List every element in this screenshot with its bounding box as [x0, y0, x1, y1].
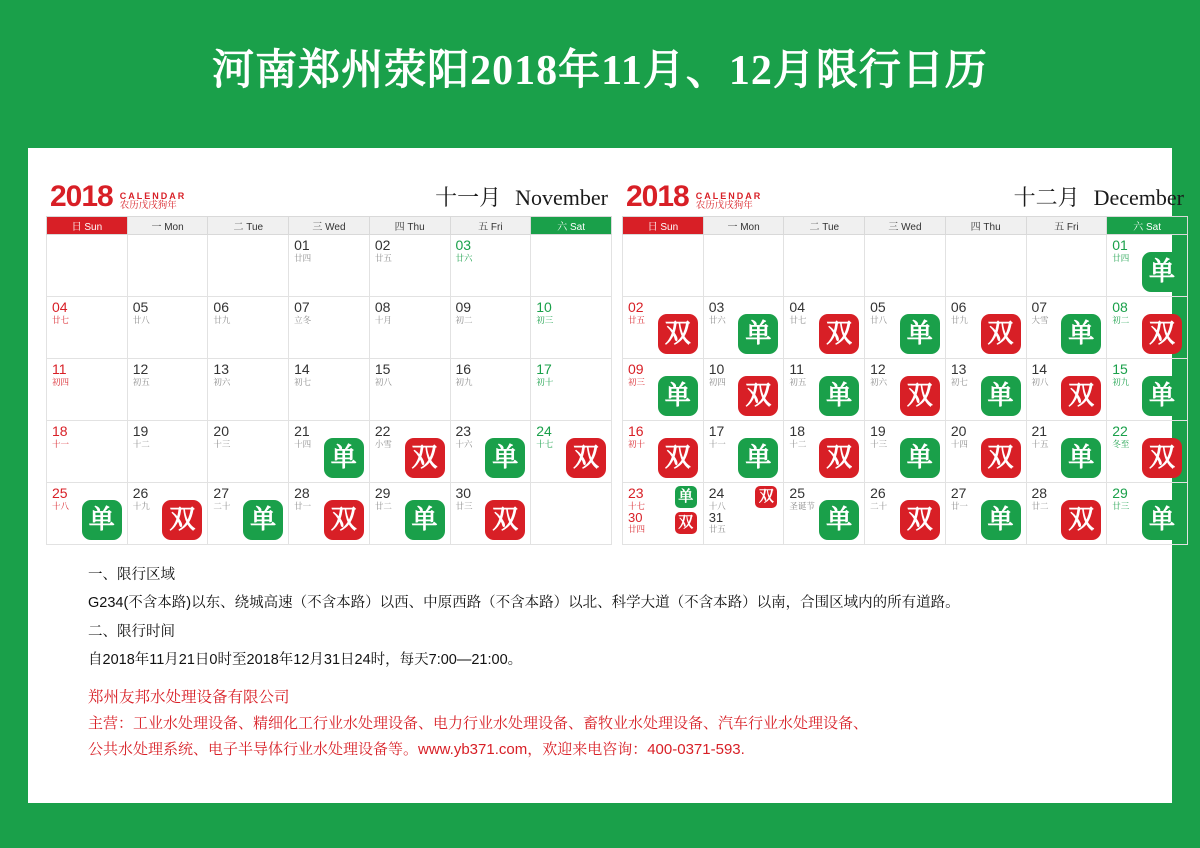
day-number: 10 [708, 361, 725, 377]
lunar-label: 廿四 [294, 252, 312, 263]
day-number: 03 [708, 299, 725, 315]
calendar-day-cell [865, 483, 946, 545]
lunar-label: 十月 [374, 314, 392, 325]
calendar-week-row [47, 235, 612, 297]
brand-label [120, 191, 187, 212]
restriction-badge: 单 [485, 438, 525, 478]
lunar-label: 十三 [213, 438, 231, 449]
calendar-day-cell [369, 359, 450, 421]
calendar-day-cell [865, 297, 946, 359]
calendar-day-cell [945, 483, 1026, 545]
calendar-week-row [623, 483, 1188, 545]
calendar-day-cell [1107, 359, 1188, 421]
restriction-badge: 单 [900, 438, 940, 478]
calendar-week-row [623, 359, 1188, 421]
calendar-grid-december [622, 216, 1188, 545]
calendars-container [28, 148, 1184, 545]
day-number: 10 [536, 299, 552, 315]
day-number: 08 [1112, 299, 1128, 315]
lunar-label: 十三 [870, 438, 888, 449]
lunar-label: 初三 [628, 376, 646, 387]
day-number: 29 [1112, 485, 1128, 501]
restriction-badge: 单 [738, 314, 778, 354]
day-number: 07 [1031, 299, 1048, 315]
restriction-badge: 单 [1061, 438, 1101, 478]
weekday-fri: 五 Fri [1026, 217, 1107, 235]
lunar-label: 廿九 [950, 314, 968, 325]
weekday-sun: 日 Sun [47, 217, 128, 235]
ad-line-2: 公共水处理系统、电子半导体行业水处理设备等。www.yb371.com，欢迎来电咨询：400-0371-593. [88, 741, 745, 759]
lunar-label: 十四 [950, 438, 968, 449]
day-number: 17 [536, 361, 552, 377]
calendar-day-cell [289, 483, 370, 545]
restriction-badge: 双 [405, 438, 445, 478]
lunar-label: 初四 [708, 376, 726, 387]
lunar-label: 初八 [374, 376, 392, 387]
restriction-badge: 单 [658, 376, 698, 416]
calendar-day-cell [623, 421, 704, 483]
lunar-label: 廿七 [52, 314, 70, 325]
year-label: 2018 [626, 180, 689, 213]
calendar-day-entry [628, 511, 699, 536]
lunar-label: 廿五 [628, 314, 646, 325]
calendar-day-cell [1107, 483, 1188, 545]
day-number: 19 [870, 423, 886, 439]
calendar-day-cell [531, 483, 612, 545]
calendar-day-cell [703, 359, 784, 421]
restriction-badge: 单 [1061, 314, 1101, 354]
company-name: 郑州友邦水处理设备有限公司 [88, 689, 290, 707]
day-number: 31 [708, 509, 724, 525]
weekday-mon: 一 Mon [127, 217, 208, 235]
day-number: 08 [374, 299, 391, 315]
day-number: 04 [52, 299, 68, 315]
calendar-day-cell [1026, 421, 1107, 483]
lunar-label: 十一 [52, 438, 70, 449]
calendar-header [622, 174, 1188, 216]
day-number: 18 [789, 423, 805, 439]
calendar-day-cell [127, 297, 208, 359]
lunar-label: 初二 [1112, 314, 1130, 325]
day-number: 12 [132, 361, 149, 377]
weekday-mon: 一 Mon [703, 217, 784, 235]
restriction-badge: 单 [243, 500, 283, 540]
calendar-day-cell [1107, 297, 1188, 359]
day-number: 06 [213, 299, 229, 315]
restriction-badge: 单 [405, 500, 445, 540]
day-number: 09 [455, 299, 472, 315]
day-number: 09 [628, 361, 644, 377]
calendar-body-november [47, 235, 612, 545]
content-panel [28, 148, 1184, 803]
restriction-badge: 双 [1142, 438, 1182, 478]
lunar-label: 十四 [294, 438, 312, 449]
day-number: 01 [294, 237, 310, 253]
lunar-label: 廿四 [628, 524, 646, 535]
day-number: 01 [1112, 237, 1128, 253]
calendar-day-cell [531, 359, 612, 421]
brand-en: CALENDAR [119, 190, 187, 201]
calendar-day-cell [450, 297, 531, 359]
day-number: 24 [536, 423, 552, 439]
calendar-week-row [623, 297, 1188, 359]
calendar-day-cell [208, 297, 289, 359]
restriction-badge: 双 [485, 500, 525, 540]
lunar-label: 二十 [213, 500, 231, 511]
calendar-day-cell [784, 235, 865, 297]
weekday-thu: 四 Thu [369, 217, 450, 235]
ad-line-1: 主营：工业水处理设备、精细化工行业水处理设备、电力行业水处理设备、畜牧业水处理设备、汽车行业水处理设备、 [88, 715, 869, 733]
weekday-wed: 三 Wed [289, 217, 370, 235]
lunar-label: 初七 [950, 376, 968, 387]
lunar-label: 十七 [628, 500, 646, 511]
day-number: 20 [950, 423, 967, 439]
calendar-day-cell [865, 235, 946, 297]
restriction-badge: 双 [819, 314, 859, 354]
day-number: 26 [870, 485, 886, 501]
lunar-label: 初八 [1031, 376, 1049, 387]
calendar-day-cell [1107, 235, 1188, 297]
calendar-grid-november [46, 216, 612, 545]
day-number: 30 [628, 509, 643, 525]
calendar-day-entry [709, 486, 780, 512]
day-number: 16 [455, 361, 472, 377]
calendar-week-row [623, 421, 1188, 483]
restriction-badge: 双 [819, 438, 859, 478]
calendar-day-cell [1026, 297, 1107, 359]
weekday-fri: 五 Fri [450, 217, 531, 235]
day-number: 14 [1031, 361, 1048, 377]
lunar-label: 立冬 [294, 314, 312, 325]
calendar-week-row [47, 421, 612, 483]
calendar-day-cell [531, 297, 612, 359]
lunar-label: 廿三 [455, 500, 473, 511]
lunar-label: 十九 [132, 500, 150, 511]
weekday-sat: 六 Sat [1107, 217, 1188, 235]
year-label: 2018 [50, 180, 113, 213]
month-name-cn: 十一月 [435, 185, 502, 210]
calendar-day-cell [127, 359, 208, 421]
calendar-day-cell [127, 421, 208, 483]
restriction-badge: 双 [566, 438, 606, 478]
calendar-day-cell [450, 235, 531, 297]
month-name [435, 181, 608, 212]
calendar-day-cell [289, 235, 370, 297]
restriction-badge: 单 [675, 486, 697, 508]
lunar-label: 十八 [708, 500, 726, 511]
lunar-label: 廿一 [950, 500, 968, 511]
calendar-day-cell [369, 421, 450, 483]
day-number: 19 [132, 423, 149, 439]
lunar-label: 十二 [132, 438, 150, 449]
day-number: 23 [455, 423, 472, 439]
lunar-label: 十七 [536, 438, 554, 449]
weekday-sat: 六 Sat [531, 217, 612, 235]
day-number: 24 [708, 485, 725, 501]
lunar-label: 初十 [628, 438, 646, 449]
restriction-badge: 单 [981, 500, 1021, 540]
day-number: 27 [213, 485, 229, 501]
calendar-day-cell [623, 359, 704, 421]
day-number: 28 [1031, 485, 1048, 501]
calendar-day-cell [703, 421, 784, 483]
calendar-day-cell [1026, 483, 1107, 545]
day-number: 25 [789, 485, 805, 501]
lunar-label: 小雪 [374, 438, 392, 449]
calendar-day-cell [289, 421, 370, 483]
day-number: 06 [950, 299, 967, 315]
calendar-day-cell [127, 483, 208, 545]
calendar-day-cell [703, 235, 784, 297]
month-name-en: November [515, 185, 608, 210]
lunar-label: 初六 [213, 376, 231, 387]
day-number: 23 [628, 485, 644, 501]
restriction-badge: 单 [1142, 376, 1182, 416]
day-number: 05 [132, 299, 149, 315]
weekday-sun: 日 Sun [623, 217, 704, 235]
lunar-label: 十六 [455, 438, 473, 449]
calendar-day-cell [127, 235, 208, 297]
lunar-label: 廿八 [870, 314, 888, 325]
calendar-day-cell [784, 297, 865, 359]
day-number: 21 [1031, 423, 1048, 439]
brand-cn: 农历戊戌狗年 [695, 200, 753, 212]
day-number: 15 [374, 361, 391, 377]
calendar-november [46, 174, 612, 545]
day-number: 02 [628, 299, 644, 315]
page-title: 河南郑州荥阳2018年11月、12月限行日历 [212, 48, 988, 94]
day-number: 18 [52, 423, 68, 439]
calendar-day-cell [47, 359, 128, 421]
calendar-day-cell [47, 483, 128, 545]
restriction-badge: 双 [162, 500, 202, 540]
calendar-day-cell [208, 235, 289, 297]
restriction-badge: 双 [658, 314, 698, 354]
brand-en: CALENDAR [695, 190, 763, 201]
lunar-label: 廿二 [374, 500, 392, 511]
restriction-badge: 单 [738, 438, 778, 478]
lunar-label: 初五 [789, 376, 807, 387]
calendar-day-cell [784, 483, 865, 545]
notes-block [28, 545, 1172, 674]
weekday-thu: 四 Thu [945, 217, 1026, 235]
lunar-label: 冬至 [1112, 438, 1130, 449]
calendar-day-cell [450, 483, 531, 545]
day-number: 05 [870, 299, 886, 315]
weekday-header-row [47, 217, 612, 235]
calendar-day-cell [784, 421, 865, 483]
lunar-label: 廿八 [132, 314, 150, 325]
calendar-day-cell [531, 421, 612, 483]
note-line: 二、限行时间 [88, 623, 175, 640]
day-number: 13 [950, 361, 967, 377]
day-number: 03 [455, 237, 472, 253]
restriction-badge: 双 [1061, 376, 1101, 416]
calendar-day-cell [289, 359, 370, 421]
calendar-day-cell [208, 483, 289, 545]
lunar-label: 廿五 [708, 524, 726, 535]
day-number: 07 [294, 299, 310, 315]
lunar-label: 初三 [536, 314, 554, 325]
lunar-label: 初四 [52, 376, 70, 387]
calendar-day-cell [47, 297, 128, 359]
restriction-badge: 单 [819, 500, 859, 540]
lunar-label: 廿五 [374, 252, 392, 263]
restriction-badge: 单 [1142, 500, 1182, 540]
calendar-header [46, 174, 612, 216]
restriction-badge: 单 [981, 376, 1021, 416]
lunar-label: 廿六 [708, 314, 726, 325]
day-number: 04 [789, 299, 805, 315]
note-line: 一、限行区域 [88, 567, 175, 583]
restriction-badge: 双 [981, 314, 1021, 354]
advertisement-block [28, 674, 1172, 764]
calendar-day-cell [369, 483, 450, 545]
restriction-badge: 单 [82, 500, 122, 540]
calendar-day-cell [623, 235, 704, 297]
calendar-day-cell [450, 359, 531, 421]
day-number: 21 [294, 423, 310, 439]
lunar-label: 廿二 [1031, 500, 1049, 511]
restriction-badge: 单 [819, 376, 859, 416]
day-number: 17 [708, 423, 725, 439]
calendar-day-cell [369, 235, 450, 297]
calendar-day-entry [709, 511, 780, 536]
lunar-label: 二十 [870, 500, 888, 511]
calendar-day-cell [623, 297, 704, 359]
day-number: 11 [789, 361, 804, 377]
weekday-wed: 三 Wed [865, 217, 946, 235]
weekday-header-row [623, 217, 1188, 235]
restriction-badge: 双 [658, 438, 698, 478]
day-number: 02 [374, 237, 391, 253]
calendar-week-row [623, 235, 1188, 297]
lunar-label: 廿四 [1112, 252, 1130, 263]
calendar-december [622, 174, 1188, 545]
calendar-body-december [623, 235, 1188, 545]
calendar-day-cell [703, 483, 784, 545]
note-line: G234(不含本路)以东、绕城高速（不含本路）以西、中原西路（不含本路）以北、科学大道（不含本路）以南，合围区域内的所有道路。 [88, 595, 960, 612]
restriction-badge: 双 [755, 486, 777, 508]
calendar-day-cell [1107, 421, 1188, 483]
day-number: 13 [213, 361, 229, 377]
calendar-day-entry [628, 486, 699, 512]
calendar-day-cell [623, 483, 704, 545]
calendar-day-cell [865, 421, 946, 483]
lunar-label: 廿一 [294, 500, 312, 511]
calendar-day-cell [945, 359, 1026, 421]
lunar-label: 十八 [52, 500, 70, 511]
day-number: 16 [628, 423, 644, 439]
day-number: 30 [455, 485, 472, 501]
lunar-label: 十二 [789, 438, 807, 449]
lunar-label: 圣诞节 [789, 500, 815, 511]
calendar-day-cell [208, 421, 289, 483]
lunar-label: 初五 [132, 376, 150, 387]
calendar-day-cell [369, 297, 450, 359]
restriction-badge: 双 [1061, 500, 1101, 540]
calendar-day-cell [945, 297, 1026, 359]
lunar-label: 初九 [455, 376, 473, 387]
calendar-day-cell [1026, 359, 1107, 421]
month-name-cn: 十二月 [1013, 185, 1080, 210]
lunar-label: 初九 [1112, 376, 1130, 387]
day-number: 15 [1112, 361, 1128, 377]
calendar-day-cell [208, 359, 289, 421]
restriction-badge: 双 [1142, 314, 1182, 354]
calendar-day-cell [1026, 235, 1107, 297]
lunar-label: 初十 [536, 376, 554, 387]
restriction-badge: 单 [900, 314, 940, 354]
brand-cn: 农历戊戌狗年 [119, 200, 177, 212]
calendar-week-row [47, 359, 612, 421]
lunar-label: 大雪 [1031, 314, 1049, 325]
calendar-day-cell [945, 421, 1026, 483]
day-number: 25 [52, 485, 68, 501]
month-name [1014, 181, 1184, 212]
day-number: 14 [294, 361, 310, 377]
calendar-week-row [47, 297, 612, 359]
calendar-day-cell [531, 235, 612, 297]
month-name-en: December [1093, 185, 1184, 210]
lunar-label: 廿九 [213, 314, 231, 325]
lunar-label: 十五 [1031, 438, 1049, 449]
day-number: 22 [374, 423, 391, 439]
restriction-badge: 双 [900, 376, 940, 416]
day-number: 28 [294, 485, 310, 501]
lunar-label: 廿三 [1112, 500, 1130, 511]
day-number: 29 [374, 485, 391, 501]
weekday-tue: 二 Tue [784, 217, 865, 235]
restriction-badge: 单 [324, 438, 364, 478]
day-number: 20 [213, 423, 229, 439]
lunar-label: 廿七 [789, 314, 807, 325]
lunar-label: 廿六 [455, 252, 473, 263]
brand-label [696, 191, 763, 212]
restriction-badge: 双 [900, 500, 940, 540]
day-number: 26 [132, 485, 149, 501]
restriction-badge: 双 [738, 376, 778, 416]
lunar-label: 十一 [708, 438, 726, 449]
lunar-label: 初二 [455, 314, 473, 325]
calendar-day-cell [47, 235, 128, 297]
calendar-day-cell [865, 359, 946, 421]
day-number: 22 [1112, 423, 1128, 439]
restriction-badge: 双 [675, 512, 697, 534]
calendar-day-cell [450, 421, 531, 483]
weekday-tue: 二 Tue [208, 217, 289, 235]
calendar-day-cell [703, 297, 784, 359]
lunar-label: 初七 [294, 376, 312, 387]
day-number: 12 [870, 361, 886, 377]
restriction-badge: 双 [981, 438, 1021, 478]
day-number: 27 [950, 485, 967, 501]
restriction-badge: 双 [324, 500, 364, 540]
calendar-day-cell [945, 235, 1026, 297]
restriction-badge: 单 [1142, 252, 1182, 292]
day-number: 11 [52, 361, 67, 377]
note-line: 自2018年11月21日0时至2018年12月31日24时，每天7:00—21:00。 [88, 651, 523, 668]
calendar-week-row [47, 483, 612, 545]
lunar-label: 初六 [870, 376, 888, 387]
calendar-day-cell [289, 297, 370, 359]
calendar-day-cell [784, 359, 865, 421]
calendar-day-cell [47, 421, 128, 483]
